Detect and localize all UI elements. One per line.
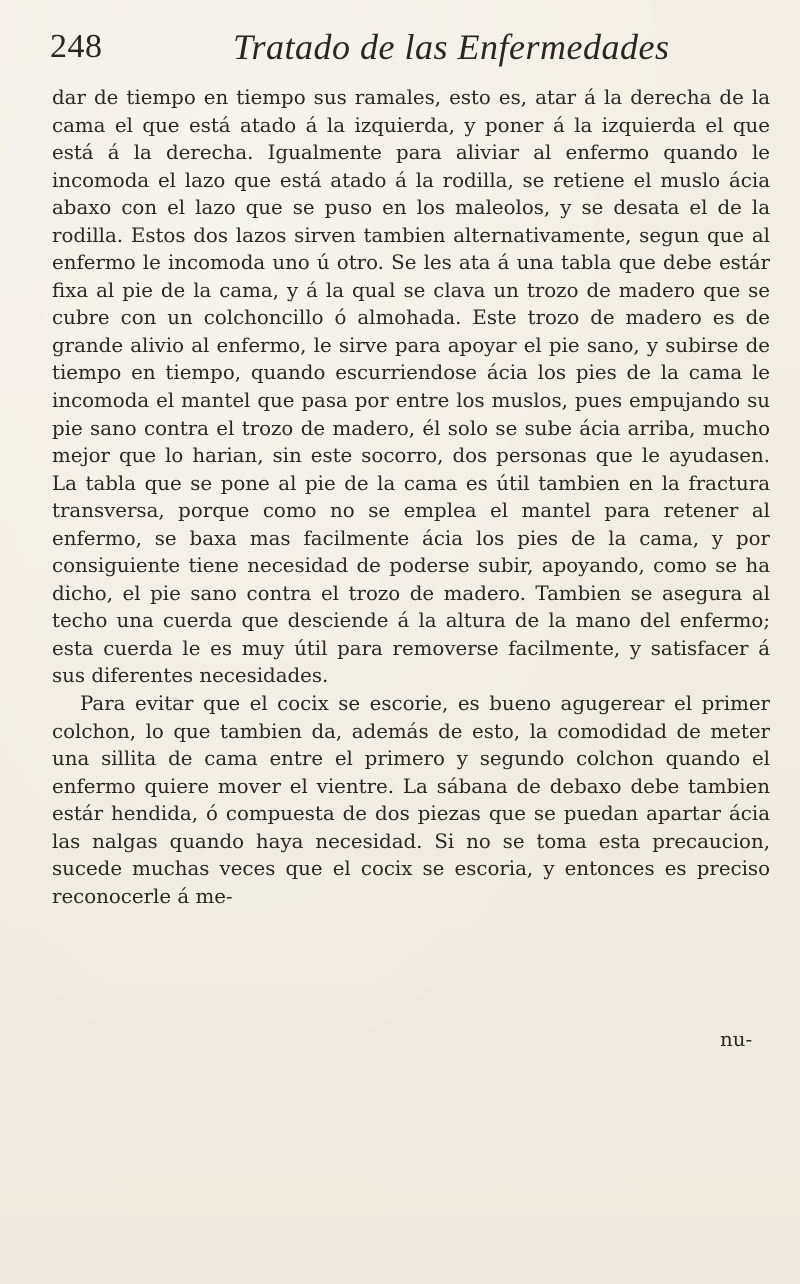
catchword: nu- (720, 1028, 753, 1051)
running-head (0, 20, 800, 70)
page-number: 248 (50, 28, 103, 65)
paragraph: dar de tiempo en tiempo sus ramales, esto es, atar á la derecha de la cama el que está atado á la izquierda, y poner á la izquierda el que está á la derecha. Igualmente para aliviar al enfermo quando le incomoda el lazo que está atado á la rodilla, se retiene el muslo ácia abaxo con el lazo que se puso en los maleolos, y se desata el de la rodilla. Estos dos lazos sirven tambien alternativamente, segun que al enfermo le incomoda uno ú otro. Se les ata á una tabla que debe estár fixa al pie de la cama, y á la qual se clava un trozo de madero que se cubre con un colchoncillo ó almohada. Este trozo de madero es de grande alivio al enfermo, le sirve para apoyar el pie sano, y subirse de tiempo en tiempo, quando escurriendose ácia los pies de la cama le incomoda el mantel que pasa por entre los muslos, pues empujando su pie sano contra el trozo de madero, él solo se sube ácia arriba, mucho mejor que lo harian, sin este socorro, dos personas que le ayudasen. La tabla que se pone al pie de la cama es útil tambien en la fractura transversa, porque como no se emplea el mantel para retener al enfermo, se baxa mas facilmente ácia los pies de la cama, y por consiguiente tiene necesidad de poderse subir, apoyando, como se ha dicho, el pie sano contra el trozo de madero. Tambien se asegura al techo una cuerda que desciende á la altura de la mano del enfermo; esta cuerda le es muy útil para removerse facilmente, y satisfacer á sus diferentes necesidades. (52, 86, 770, 688)
running-title: Tratado de las Enfermedades (233, 27, 670, 67)
body-text (52, 84, 770, 910)
paragraph: Para evitar que el cocix se escorie, es bueno agugerear el primer colchon, lo que tambien da, además de esto, la comodidad de meter una sillita de cama entre el primero y segundo colchon quando el enfermo quiere mover el vientre. La sábana de debaxo debe tambien estár hendida, ó compuesta de dos piezas que se puedan apartar ácia las nalgas quando haya necesidad. Si no se toma esta precaucion, sucede muchas veces que el cocix se escoria, y entonces es preciso reconocerle á me- (52, 692, 770, 908)
